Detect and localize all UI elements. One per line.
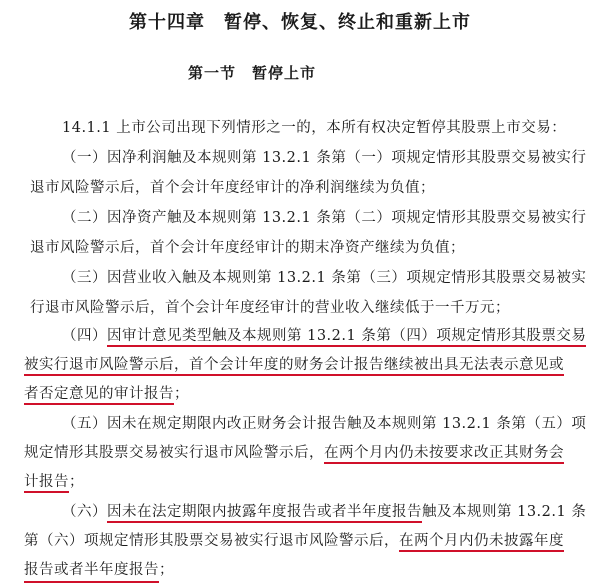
chapter-title: 第十四章 暂停、恢复、终止和重新上市 xyxy=(129,12,471,33)
item-5-underlined-text: 计报告 xyxy=(24,474,69,493)
section-title: 第一节 暂停上市 xyxy=(188,64,317,82)
item-6-suffix: ； xyxy=(159,562,174,578)
item-1-line-2: 退市风险警示后，首个会计年度经审计的净利润继续为负值； xyxy=(30,180,435,196)
item-5-suffix: ； xyxy=(69,474,84,490)
item-5-line-2 xyxy=(24,443,564,463)
item-4-line-3 xyxy=(24,384,189,404)
item-5-line-1: （五）因未在规定期限内改正财务会计报告触及本规则第 13.2.1 条第（五）项 xyxy=(62,416,587,432)
item-6-line-2 xyxy=(24,531,564,551)
item-6-underlined-text: 因未在法定期限内披露年度报告或者半年度报告 xyxy=(107,504,422,523)
item-3-line-1: （三）因营业收入触及本规则第 13.2.1 条第（三）项规定情形其股票交易被实 xyxy=(62,270,587,286)
item-6-line-1 xyxy=(62,502,586,522)
item-4-underlined-text: 者否定意见的审计报告 xyxy=(24,386,174,405)
item-3-line-2: 行退市风险警示后，首个会计年度经审计的营业收入继续低于一千万元； xyxy=(30,300,510,316)
item-6-prefix: （六） xyxy=(62,504,107,520)
item-4-line-1 xyxy=(62,326,586,346)
item-5-line-3 xyxy=(24,472,84,492)
item-2-line-1: （二）因净资产触及本规则第 13.2.1 条第（二）项规定情形其股票交易被实行 xyxy=(62,210,587,226)
item-6-underlined-text: 在两个月内仍未披露年度 xyxy=(399,533,564,552)
item-4-prefix: （四） xyxy=(62,328,107,344)
item-1-line-1: （一）因净利润触及本规则第 13.2.1 条第（一）项规定情形其股票交易被实行 xyxy=(62,150,587,166)
item-6-underlined-text: 报告或者半年度报告 xyxy=(24,560,159,583)
item-6-line-3 xyxy=(24,560,174,583)
item-5-underlined-text: 在两个月内仍未按要求改正其财务会 xyxy=(324,445,564,464)
item-6-plain-text: 第（六）项规定情形其股票交易被实行退市风险警示后， xyxy=(24,533,399,549)
item-5-plain-text: 规定情形其股票交易被实行退市风险警示后， xyxy=(24,445,324,461)
item-2-line-2: 退市风险警示后，首个会计年度经审计的期末净资产继续为负值； xyxy=(30,240,465,256)
item-4-line-2 xyxy=(24,355,564,375)
intro-paragraph: 14.1.1 上市公司出现下列情形之一的，本所有权决定暂停其股票上市交易： xyxy=(62,120,567,136)
item-4-underlined-text: 被实行退市风险警示后，首个会计年度的财务会计报告继续被出具无法表示意见或 xyxy=(24,357,564,376)
item-4-suffix: ； xyxy=(174,386,189,402)
item-6-suffix-text: 触及本规则第 13.2.1 条 xyxy=(422,504,587,520)
item-4-underlined-text: 因审计意见类型触及本规则第 13.2.1 条第（四）项规定情形其股票交易 xyxy=(107,328,586,347)
